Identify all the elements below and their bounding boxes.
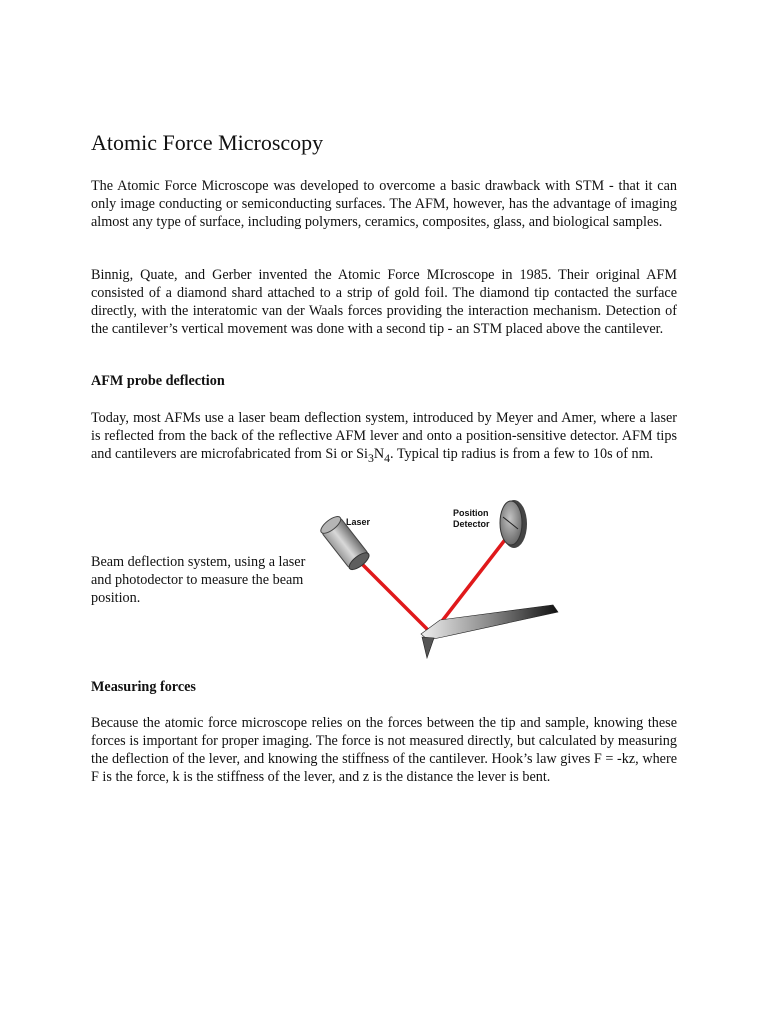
beam-deflection-figure (318, 495, 563, 665)
detector-label-line2: Detector (453, 519, 490, 529)
probe-subscript-3: 3 (367, 450, 374, 465)
detector-label-line1: Position (453, 508, 489, 518)
incident-laser-beam (363, 565, 432, 634)
laser-label: Laser (346, 517, 371, 527)
section-heading-probe-deflection: AFM probe deflection (91, 373, 225, 389)
probe-subscript-4: 4 (384, 450, 391, 465)
history-paragraph: Binnig, Quate, and Gerber invented the Atomic Force MIcroscope in 1985. Their original AFM consisted of a diamond shard attached to a strip of gold foil. The diamond tip contacted the surface directly, with the interatomic van der Waals forces providing the interaction mechanism. Detection of the cantilever’s vertical movement was done with a second tip - an STM placed above the cantilever. (91, 267, 677, 337)
afm-tip (422, 637, 434, 658)
page-title: Atomic Force Microscopy (91, 130, 324, 155)
measuring-forces-paragraph: Because the atomic force microscope relies on the forces between the tip and sample, knowing these forces is important for proper imaging. The force is not measured directly, but calculated by measuring the deflection of the lever, and knowing the stiffness of the cantilever. Hook’s law gives F = -kz, where F is the force, k is the stiffness of the lever, and z is the distance the lever is bent. (91, 715, 677, 785)
afm-cantilever (421, 605, 558, 640)
intro-paragraph: The Atomic Force Microscope was developed to overcome a basic drawback with STM - that it can only image conducting or semiconducting surfaces. The AFM, however, has the advantage of imaging almost any type of surface, including polymers, ceramics, composites, glass, and biological samples. (91, 178, 677, 230)
section-heading-measuring-forces: Measuring forces (91, 679, 196, 695)
position-detector (500, 500, 527, 548)
probe-deflection-paragraph (91, 409, 677, 467)
probe-text-n: N (373, 446, 385, 462)
figure-caption: Beam deflection system, using a laser and photodector to measure the beam position. (91, 554, 306, 606)
probe-text-before: Today, most AFMs use a laser beam deflection system, introduced by Meyer and Amer, where a laser is reflected from the back of the reflective AFM lever and onto a position-sensitive detector. AFM tips and cantilevers are microfabricated from Si or Si (91, 410, 677, 462)
probe-text-after: . Typical tip radius is from a few to 10s of nm. (390, 446, 654, 462)
